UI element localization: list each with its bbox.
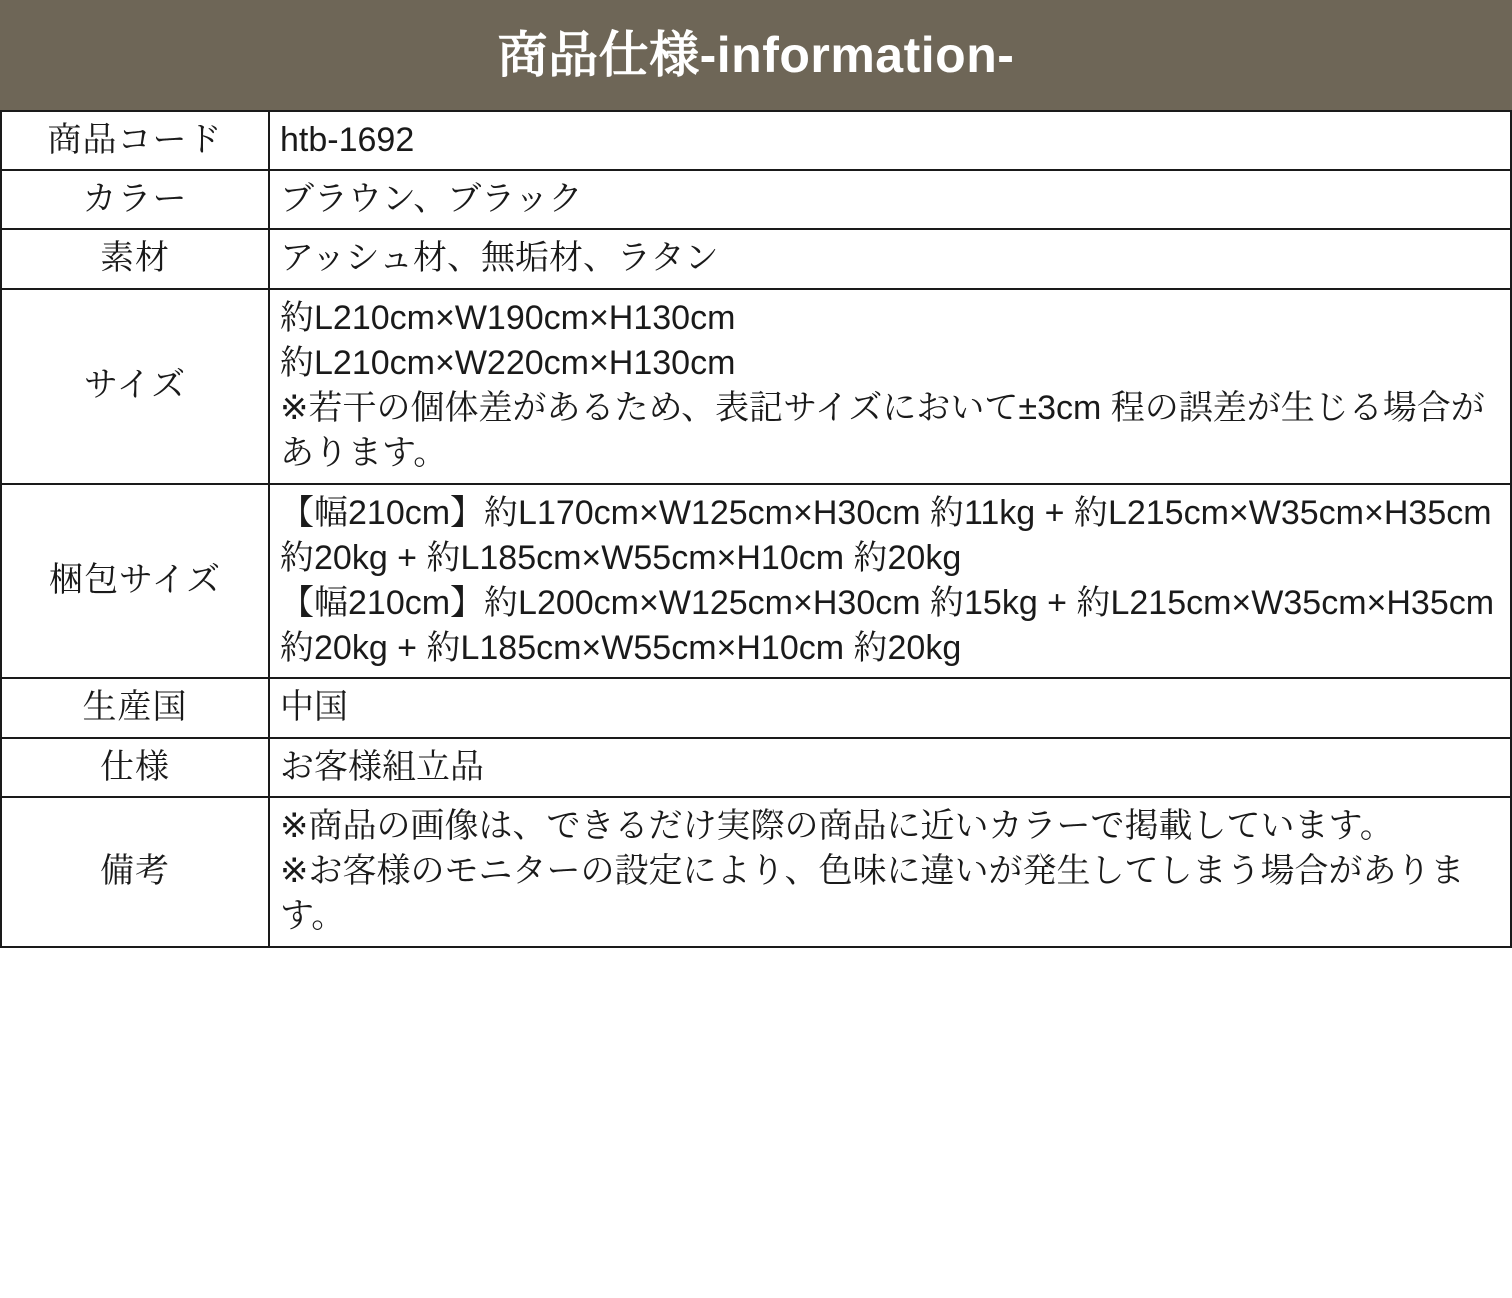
table-row: [1, 289, 1511, 484]
row-label: 素材: [1, 229, 269, 288]
row-label: 備考: [1, 797, 269, 947]
row-label: 梱包サイズ: [1, 484, 269, 679]
row-value: [269, 678, 1511, 737]
value-line: ※商品の画像は、できるだけ実際の商品に近いカラーで掲載しています。: [280, 806, 1394, 845]
row-value: [269, 289, 1511, 484]
row-label: 商品コード: [1, 111, 269, 170]
value-line: 約L210cm×W190cm×H130cm: [280, 298, 736, 337]
value-line: 【幅210cm】約L170cm×W125cm×H30cm 約11kg + 約L215cm×W35cm×H35cm 約20kg + 約L185cm×W55cm×H10cm 約20kg: [280, 493, 1502, 577]
spec-table: [0, 110, 1512, 948]
table-row: [1, 170, 1511, 229]
value-line: ※若干の個体差があるため、表記サイズにおいて±3cm 程の誤差が生じる場合があります。: [280, 389, 1485, 473]
value-line: アッシュ材、無垢材、ラタン: [280, 239, 719, 278]
row-value: [269, 170, 1511, 229]
table-row: [1, 484, 1511, 679]
row-label: 仕様: [1, 738, 269, 797]
value-line: ブラウン、ブラック: [280, 180, 583, 219]
row-value: [269, 797, 1511, 947]
value-line: 中国: [280, 688, 348, 727]
table-row: [1, 678, 1511, 737]
row-value: [269, 738, 1511, 797]
row-label: サイズ: [1, 289, 269, 484]
value-line: お客様組立品: [280, 747, 484, 786]
row-value: [269, 484, 1511, 679]
row-label: カラー: [1, 170, 269, 229]
table-row: [1, 111, 1511, 170]
row-label: 生産国: [1, 678, 269, 737]
table-row: [1, 738, 1511, 797]
table-row: [1, 797, 1511, 947]
value-line: htb-1692: [280, 121, 415, 159]
row-value: [269, 229, 1511, 288]
page-title: 商品仕様-information-: [0, 0, 1512, 110]
row-value: [269, 111, 1511, 170]
value-line: 約L210cm×W220cm×H130cm: [280, 343, 736, 382]
table-row: [1, 229, 1511, 288]
value-line: 【幅210cm】約L200cm×W125cm×H30cm 約15kg + 約L215cm×W35cm×H35cm 約20kg + 約L185cm×W55cm×H10cm 約20kg: [280, 583, 1504, 668]
value-line: ※お客様のモニターの設定により、色味に違いが発生してしまう場合があります。: [280, 852, 1465, 936]
